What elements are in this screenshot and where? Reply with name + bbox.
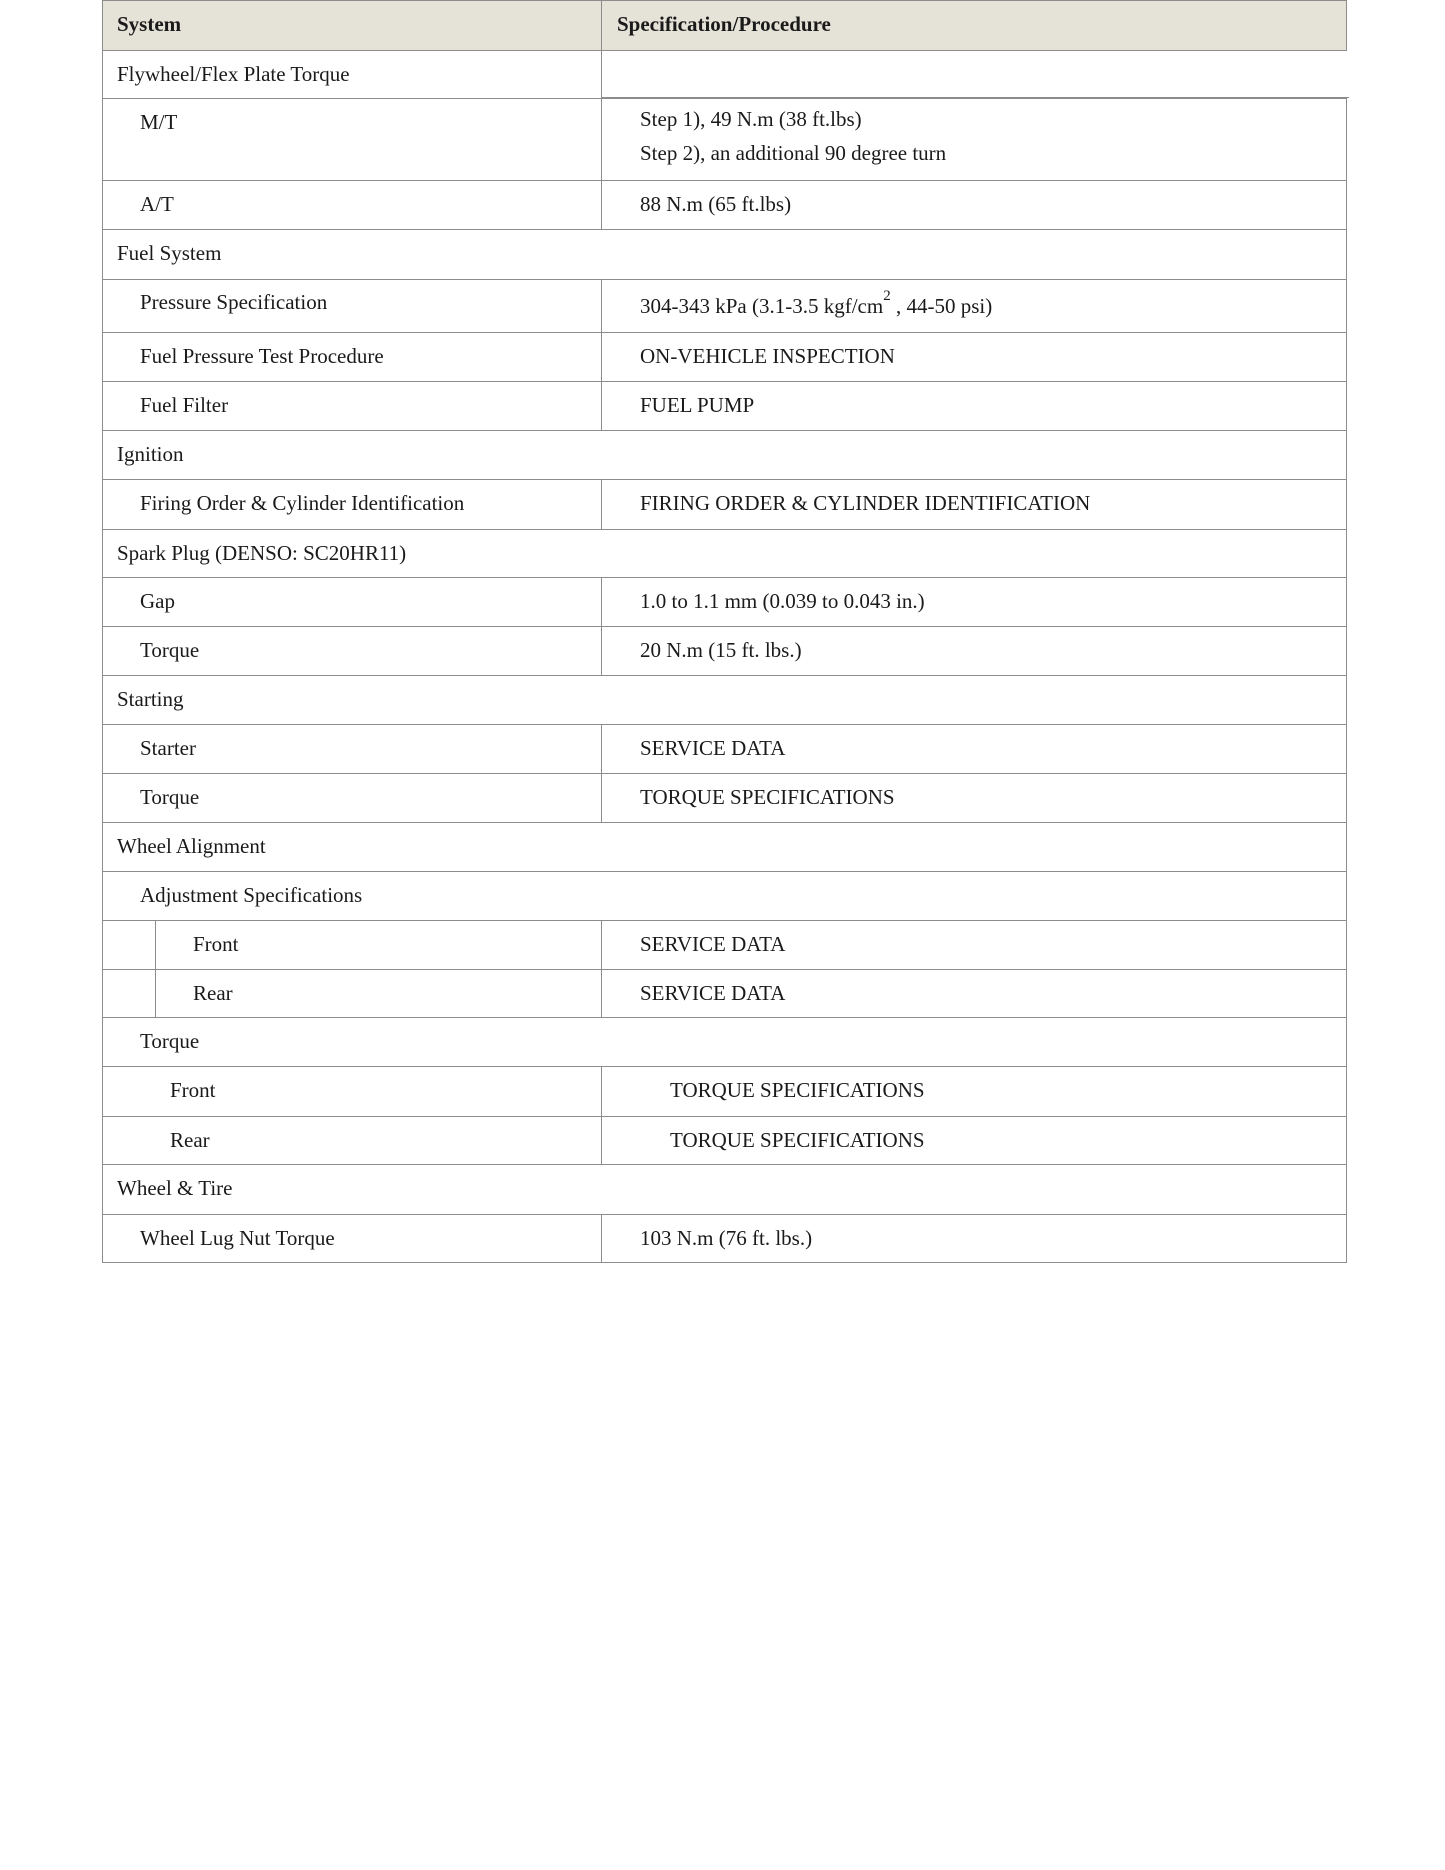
table-section-row (102, 530, 1347, 578)
row-value: TORQUE SPECIFICATIONS (670, 1128, 925, 1152)
row-value-line-1: Step 1), 49 N.m (38 ft.lbs) (640, 107, 862, 131)
row-value: FIRING ORDER & CYLINDER IDENTIFICATION (640, 491, 1091, 515)
section-label: Wheel Alignment (117, 834, 266, 858)
row-value: SERVICE DATA (640, 736, 786, 760)
row-value: ON-VEHICLE INSPECTION (640, 344, 895, 368)
section-label: Wheel & Tire (117, 1176, 233, 1200)
row-label: Starter (140, 736, 196, 760)
table-row (102, 627, 1347, 676)
column-header-system: System (117, 12, 182, 36)
table-row (102, 333, 1347, 382)
row-label: Torque (140, 638, 200, 662)
row-value: 1.0 to 1.1 mm (0.039 to 0.043 in.) (640, 589, 925, 613)
table-row (102, 382, 1347, 431)
row-label: Pressure Specification (140, 290, 328, 314)
row-label: A/T (140, 192, 174, 216)
table-subsection-row (102, 872, 1347, 921)
section-label: Ignition (117, 442, 184, 466)
row-value: 304-343 kPa (3.1-3.5 kgf/$cm^2$ , 44-50 psi) (640, 288, 993, 318)
table-row (102, 578, 1347, 627)
table-row (102, 725, 1347, 774)
table-row (102, 1215, 1347, 1263)
row-value: TORQUE SPECIFICATIONS (640, 785, 895, 809)
row-label: Front (193, 932, 239, 956)
row-label: Fuel Filter (140, 393, 229, 417)
table-row (102, 480, 1347, 530)
row-label: Torque (140, 785, 200, 809)
row-value: 20 N.m (15 ft. lbs.) (640, 638, 802, 662)
row-label: Front (170, 1078, 216, 1102)
row-label: Gap (140, 589, 175, 613)
row-value: TORQUE SPECIFICATIONS (670, 1078, 925, 1102)
row-label: M/T (140, 110, 178, 134)
table-row (102, 51, 1347, 99)
row-value: SERVICE DATA (640, 981, 786, 1005)
section-label: Fuel System (117, 241, 222, 265)
table-row (102, 970, 1347, 1018)
table-row (102, 181, 1347, 230)
table-header-row (102, 0, 1347, 51)
row-label: Wheel Lug Nut Torque (140, 1226, 335, 1250)
row-value: 88 N.m (65 ft.lbs) (640, 192, 792, 216)
row-label: Rear (193, 981, 233, 1005)
table-section-row (102, 823, 1347, 872)
row-label: Rear (170, 1128, 210, 1152)
column-header-spec: Specification/Procedure (617, 12, 831, 36)
row-value-line-2: Step 2), an additional 90 degree turn (640, 141, 947, 165)
table-row (102, 1067, 1347, 1117)
row-value: 103 N.m (76 ft. lbs.) (640, 1226, 813, 1250)
table-section-row (102, 230, 1347, 280)
row-label: Fuel Pressure Test Procedure (140, 344, 384, 368)
table-section-row (102, 431, 1347, 480)
table-row (102, 280, 1347, 333)
table-subsection-row (102, 1018, 1347, 1067)
section-label: Starting (117, 687, 184, 711)
row-value: SERVICE DATA (640, 932, 786, 956)
row-label: Flywheel/Flex Plate Torque (117, 62, 350, 86)
table-section-row (102, 676, 1347, 725)
table-row (102, 774, 1347, 823)
table-row (102, 99, 1347, 181)
table-row (102, 921, 1347, 970)
table-section-row (102, 1165, 1347, 1215)
table-row (102, 1117, 1347, 1165)
section-label: Spark Plug (DENSO: SC20HR11) (117, 541, 407, 565)
spec-table (102, 0, 1347, 1263)
row-value: FUEL PUMP (640, 393, 755, 417)
subsection-label: Torque (140, 1029, 200, 1053)
row-label: Firing Order & Cylinder Identification (140, 491, 465, 515)
subsection-label: Adjustment Specifications (140, 883, 363, 907)
